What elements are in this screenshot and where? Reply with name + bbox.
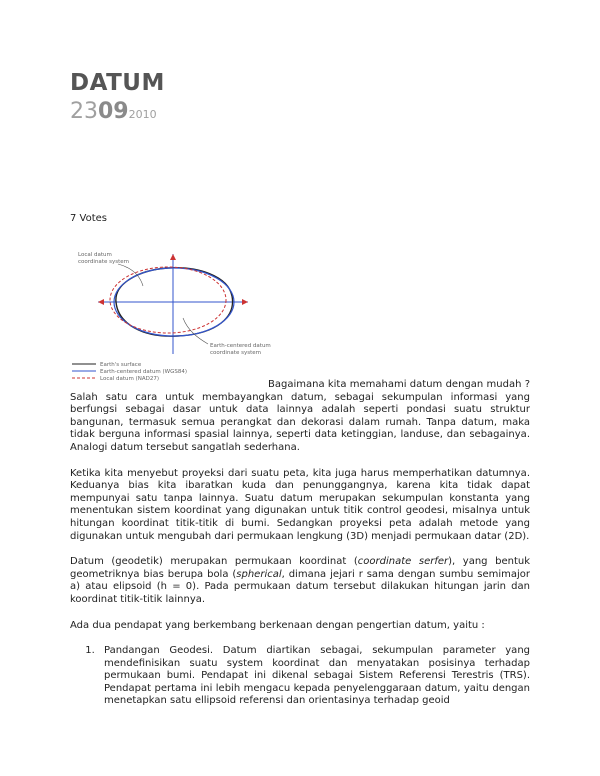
local-datum-ellipse (110, 267, 226, 333)
term-spherical: spherical (236, 568, 282, 580)
paragraph-2: Ketika kita menyebut proyeksi dari suatu peta, kita juga harus memperhatikan datumnya. Keduanya bias kita ibaratkan kuda dan penunggangnya, karena kita tidak dapat mempunyai satu tanpa lainnya. Suatu datum merupakan sekumpulan konstanta yang menentukan sistem koordinat yang digunakan untuk titik control geodesi, misalnya untuk hitungan koordinat titik-titik di bumi. Sedangkan proyeksi peta adalah metode yang digunakan untuk mengubah dari permukaan lengkung (3D) menjadi permukaan datar (2D). (70, 467, 530, 542)
label-local-datum: Local datum (78, 252, 112, 258)
axis-arrow-right (242, 299, 248, 305)
legend-nad27: Local datum (NAD27) (100, 376, 160, 382)
article-body (70, 379, 530, 708)
paragraph-3-part-c: , dimana jejari r sama dengan sumbu semimajor a) atau elipsoid (h = 0). Pada permukaan datum tersebut dilakukan hitungan jarin dan koordinat titik-titik lainnya. (70, 568, 531, 605)
paragraph-3 (70, 556, 530, 606)
term-coordinate-serfer: coordinate serfer (357, 556, 449, 568)
axis-arrow-up (170, 254, 176, 260)
label-earth-datum-2: coordinate system (210, 350, 261, 356)
label-local-pointer (118, 264, 143, 286)
page-title: DATUM (70, 70, 165, 96)
definition-list (70, 645, 530, 708)
paragraph-4: Ada dua pendapat yang berkembang berkenaan dengan pengertian datum, yaitu : (70, 619, 485, 631)
post-date (70, 99, 157, 124)
paragraph-3-part-b: ), yang bentuk geometriknya bias berupa bola ( (70, 556, 530, 580)
datum-diagram (68, 246, 278, 386)
axis-arrow-left (98, 299, 104, 305)
paragraph-1: Bagaimana kita memahami datum dengan mudah ? Salah satu cara untuk membayangkan datum, sebagai sekumpulan informasi yang berfungsi sebagai dasar untuk data lainnya adalah seperti pondasi suatu struktur bangunan, termasuk semua perangkat dan dekorasi dalam rumah. Tanpa datum, maka tidak berguna informasi spasial lainnya, seperti data ketinggian, landuse, dan sebagainya. Analogi datum tersebut sangatlah sederhana. (70, 379, 530, 453)
legend-wgs84: Earth-centered datum (WGS84) (100, 369, 188, 375)
datum-diagram-svg (68, 246, 278, 386)
votes-count[interactable]: 7 Votes (70, 213, 108, 224)
date-year: 2010 (128, 108, 157, 121)
paragraph-3-part-a: Datum (geodetik) merupakan permukaan koordinat ( (70, 556, 358, 568)
label-local-datum-2: coordinate system (78, 259, 129, 265)
date-day: 23 (70, 99, 98, 124)
date-month: 09 (98, 99, 129, 124)
list-item: 1. Pandangan Geodesi. Datum diartikan sebagai, sekumpulan parameter yang mendefinisikan suatu system koordinat dan menyatakan posisinya terhadap permukaan bumi. Pendapat ini dikenal sebagai Sistem Referensi Terestris (TRS). Pendapat pertama ini lebih mengacu kepada penyelenggaraan datum, yaitu dengan menetapkan satu ellipsoid referensi dan orientasinya terhadap geoid (98, 645, 530, 708)
label-earth-datum: Earth-centered datum (210, 343, 271, 349)
legend-earth-surface: Earth's surface (100, 362, 142, 368)
